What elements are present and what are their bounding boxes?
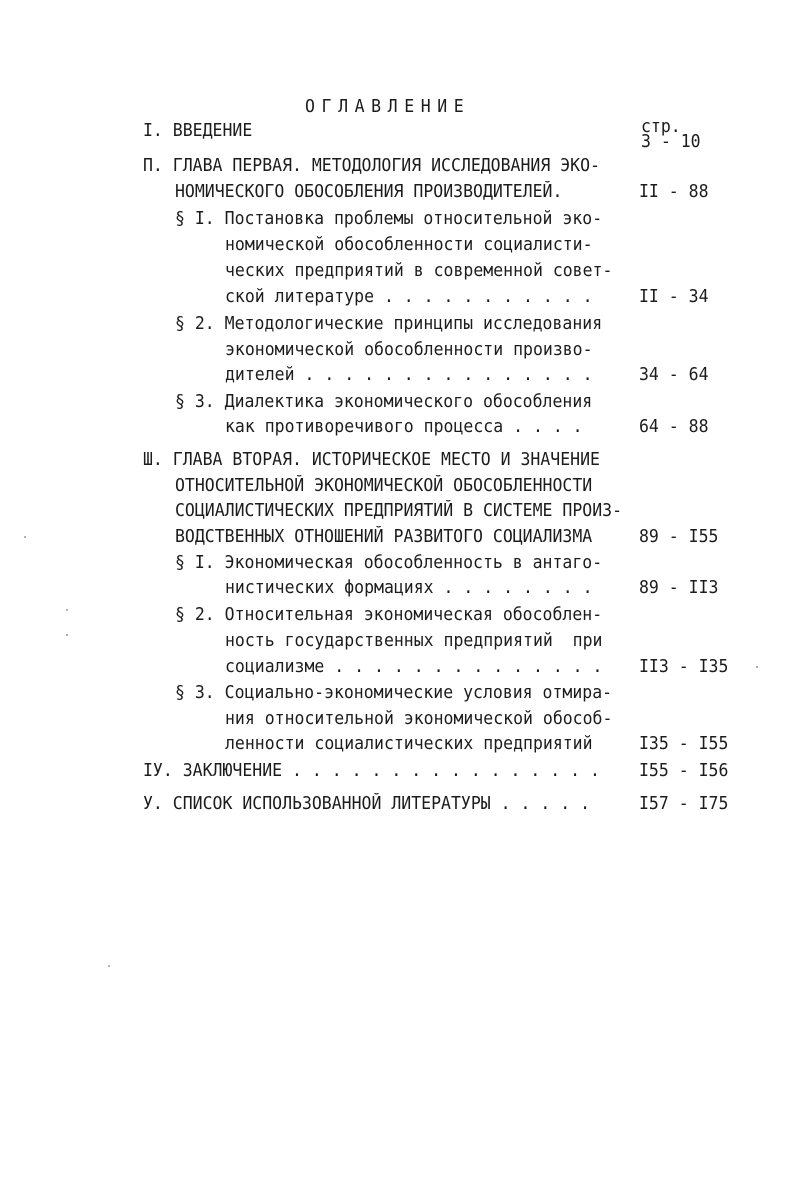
chapter1-heading-line: НОМИЧЕСКОГО ОБОСОБЛЕНИЯ ПРОИЗВОДИТЕЛЕЙ.	[175, 181, 563, 202]
section-pages: 34 - 64	[639, 364, 709, 385]
scan-speck	[66, 609, 68, 611]
chapter2-pages: 89 - I55	[639, 526, 719, 547]
chapter1-pages: II - 88	[639, 181, 709, 202]
section-line: нистических формациях . . . . . . . .	[225, 577, 593, 598]
conclusion-heading: ІУ. ЗАКЛЮЧЕНИЕ . . . . . . . . . . . . . . . .	[143, 760, 600, 781]
toc-title: ОГЛАВЛЕНИЕ	[305, 96, 471, 117]
section-line: § 2. Методологические принципы исследования	[175, 313, 603, 334]
section-pages: I35 - I55	[639, 733, 729, 754]
scan-speck	[756, 666, 758, 668]
chapter2-heading-line: Ш. ГЛАВА ВТОРАЯ. ИСТОРИЧЕСКОЕ МЕСТО И ЗНАЧЕНИЕ	[143, 449, 600, 470]
chapter2-heading-line: СОЦИАЛИСТИЧЕСКИХ ПРЕДПРИЯТИЙ В СИСТЕМЕ ПРОИЗ-	[175, 500, 623, 521]
section-line: ческих предприятий в современной совет-	[225, 260, 613, 281]
conclusion-pages: I55 - I56	[639, 760, 729, 781]
bibliography-pages: I57 - I75	[639, 793, 729, 814]
section-line: § I. Экономическая обособленность в антаго-	[175, 552, 603, 573]
section-line: дителей . . . . . . . . . . . . . . .	[225, 364, 593, 385]
section-line: номической обособленности социалисти-	[225, 234, 593, 255]
section-pages: 64 - 88	[639, 416, 709, 437]
section-line: ность государственных предприятий при	[225, 630, 603, 651]
scan-speck	[108, 965, 110, 967]
scan-speck	[66, 634, 68, 636]
section-line: социализме . . . . . . . . . . . . . .	[225, 656, 603, 677]
section-line: § 3. Социально-экономические условия отмира-	[175, 682, 613, 703]
section-line: § I. Постановка проблемы относительной эко-	[175, 208, 603, 229]
chapter1-heading-line: П. ГЛАВА ПЕРВАЯ. МЕТОДОЛОГИЯ ИССЛЕДОВАНИЯ ЭКО-	[143, 155, 600, 176]
section-pages: 89 - II3	[639, 577, 719, 598]
intro-heading: I. ВВЕДЕНИЕ	[143, 120, 253, 141]
scan-speck	[24, 536, 26, 538]
section-line: ленности социалистических предприятий	[225, 733, 593, 754]
section-line: экономической обособленности произво-	[225, 339, 593, 360]
section-line: как противоречивого процесса . . . .	[225, 416, 583, 437]
section-line: § 2. Относительная экономическая обособлен-	[175, 604, 603, 625]
section-line: § 3. Диалектика экономического обособления	[175, 391, 593, 412]
section-pages: II - 34	[639, 286, 709, 307]
section-pages: II3 - I35	[639, 656, 729, 677]
section-line: ской литературе . . . . . . . . . . .	[225, 286, 593, 307]
section-line: ния относительной экономической обособ-	[225, 708, 613, 729]
page-column-header: стр.	[641, 116, 681, 137]
chapter2-heading-line: ОТНОСИТЕЛЬНОЙ ЭКОНОМИЧЕСКОЙ ОБОСОБЛЕННОСТИ	[175, 475, 593, 496]
bibliography-heading: У. СПИСОК ИСПОЛЬЗОВАННОЙ ЛИТЕРАТУРЫ . . . . .	[143, 793, 591, 814]
intro-pages: 3 - 10	[641, 131, 701, 152]
chapter2-heading-line: ВОДСТВЕННЫХ ОТНОШЕНИЙ РАЗВИТОГО СОЦИАЛИЗМА	[175, 526, 593, 547]
